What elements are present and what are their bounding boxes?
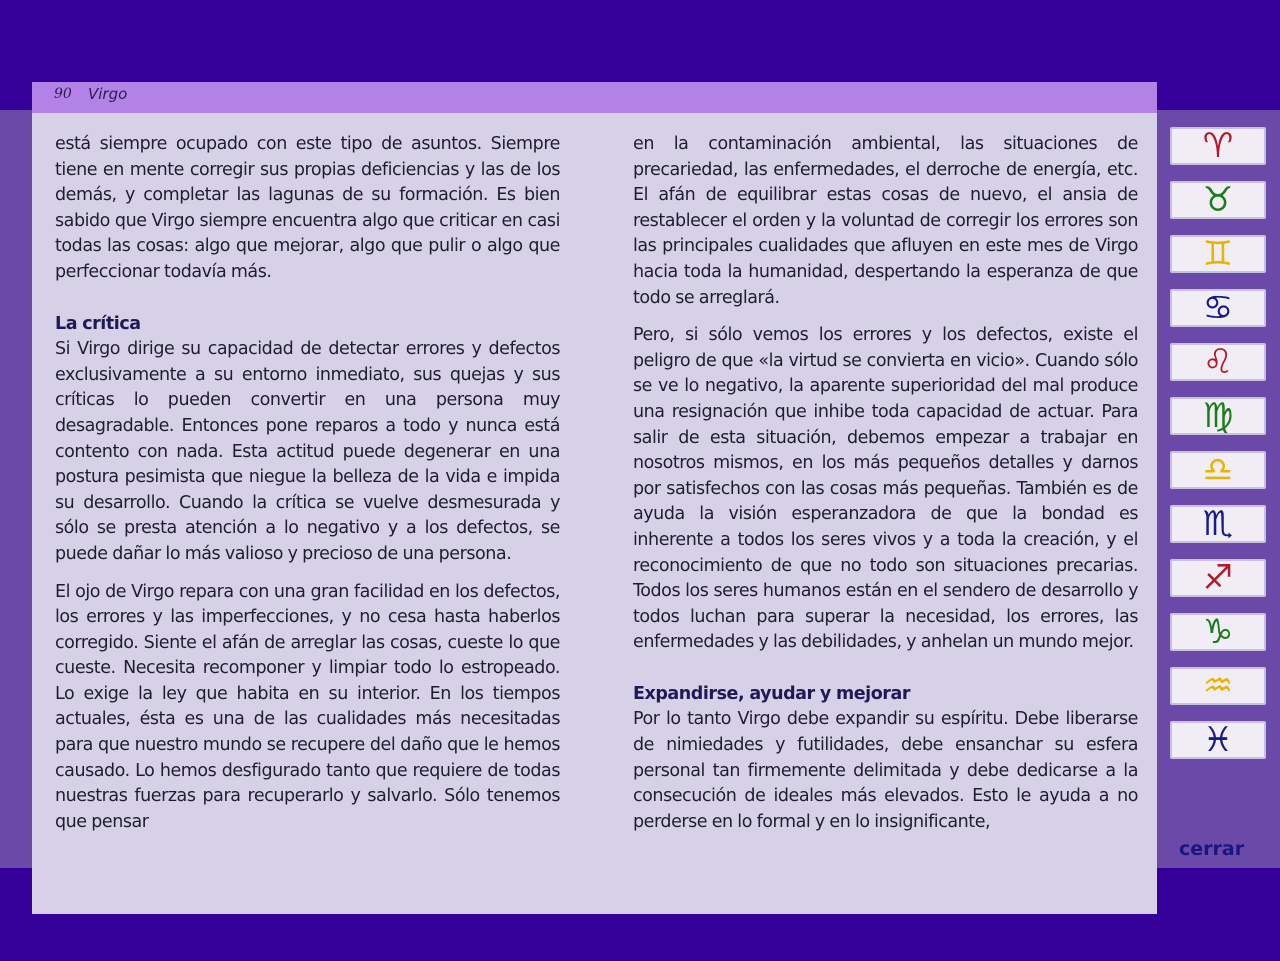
sign-button-sagittarius[interactable] (1170, 559, 1266, 597)
page-title: Virgo (88, 85, 128, 103)
pisces-icon: ♓ (1202, 720, 1234, 760)
virgo-icon: ♍ (1202, 396, 1234, 436)
book-page (32, 82, 1157, 914)
sign-button-taurus[interactable] (1170, 181, 1266, 219)
sign-button-pisces[interactable] (1170, 721, 1266, 759)
sign-button-scorpio[interactable] (1170, 505, 1266, 543)
sign-button-aries[interactable] (1170, 127, 1266, 165)
taurus-icon: ♉ (1202, 180, 1234, 220)
paragraph: está siempre ocupado con este tipo de asuntos. Siempre tiene en mente corregir sus propias deficiencias y las de los demás, y completar las lagunas de su formación. Es bien sabido que Virgo siempre encuentra algo que criticar en casi todas las cosas: algo que mejorar, algo que pulir o algo que perfeccionar todavía más. (55, 134, 560, 282)
left-column (55, 132, 560, 835)
paragraph: Si Virgo dirige su capacidad de detectar errores y defectos exclusivamente a su entorno inmediato, sus quejas y sus críticas lo pueden convertir en una persona muy desagradable. Entonces pone reparos a todo y nunca está contento con nada. Esta actitud puede degenerar en una postura pesimista que niegue la belleza de la vida e impida su desarrollo. Cuando la crítica se vuelve desmesurada y sólo se presta atención a lo negativo y a los defectos, se puede dañar lo más valioso y precioso de una persona. (55, 339, 560, 564)
scorpio-icon: ♏ (1202, 504, 1234, 544)
gemini-icon: ♊ (1202, 234, 1234, 274)
sign-button-leo[interactable] (1170, 343, 1266, 381)
paragraph: Pero, si sólo vemos los errores y los defectos, existe el peligro de que «la virtud se convierta en vicio». Cuando sólo se ve lo negativo, la aparente superioridad del mal produce una resignación que inhibe toda capacidad de actuar. Para salir de esta situación, debemos empezar a trabajar en nosotros mismos, en los más pequeños detalles y darnos por satisfechos con las cosas más pequeñas. También es de ayuda la visión esperanzadora de que la bondad es inherente a todos los seres vivos y a toda la creación, y el reconocimiento de que no todo son situaciones precarias. Todos los seres humanos están en el sendero de desarrollo y todos luchan para superar la necesidad, los errores, las enfermedades y las debilidades, y anhelan un mundo mejor. (633, 325, 1138, 653)
sign-button-aquarius[interactable] (1170, 667, 1266, 705)
capricorn-icon: ♑ (1202, 612, 1234, 652)
sagittarius-icon: ♐ (1202, 558, 1234, 598)
leo-icon: ♌ (1202, 342, 1234, 382)
page-number: 90 (54, 86, 72, 102)
paragraph: Por lo tanto Virgo debe expandir su espíritu. Debe liberarse de nimiedades y futilidades, debe ensanchar su esfera personal tan firmemente delimitada y debe dedicarse a la consecución de ideales más elevados. Esto le ayuda a no perderse en lo formal y en lo insignificante, (633, 709, 1138, 832)
sign-button-virgo[interactable] (1170, 397, 1266, 435)
paragraph: en la contaminación ambiental, las situaciones de precariedad, las enfermedades, el derroche de energía, etc. El afán de equilibrar estas cosas de nuevo, el ansia de restablecer el orden y la voluntad de corregir los errores son las principales cualidades que afluyen en este mes de Virgo hacia toda la humanidad, despertando la esperanza de que todo se arreglará. (633, 134, 1138, 308)
section-heading: La crítica (55, 313, 141, 334)
sign-button-gemini[interactable] (1170, 235, 1266, 273)
aries-icon: ♈ (1202, 126, 1234, 166)
paragraph: El ojo de Virgo repara con una gran facilidad en los defectos, los errores y las imperfecciones, y no cesa hasta haberlos corregido. Siente el afán de arreglar las cosas, cueste lo que cueste. Necesita recomponer y limpiar todo lo estropeado. Lo exige la ley que habita en su interior. En los tiempos actuales, ésta es una de las cualidades más necesitadas para que nuestro mundo se recupere del daño que le hemos causado. Lo hemos desfigurado tanto que requiere de todas nuestras fuerzas para recuperarlo y salvarlo. Sólo tenemos que pensar (55, 581, 560, 832)
sign-button-cancer[interactable] (1170, 289, 1266, 327)
close-button[interactable]: cerrar (1179, 838, 1245, 860)
cancer-icon: ♋ (1202, 288, 1234, 328)
aquarius-icon: ♒ (1202, 666, 1234, 706)
libra-icon: ♎ (1202, 450, 1234, 490)
sign-button-libra[interactable] (1170, 451, 1266, 489)
page-header (32, 82, 1157, 113)
section-heading: Expandirse, ayudar y mejorar (633, 683, 911, 704)
sign-button-capricorn[interactable] (1170, 613, 1266, 651)
right-column (633, 132, 1138, 835)
